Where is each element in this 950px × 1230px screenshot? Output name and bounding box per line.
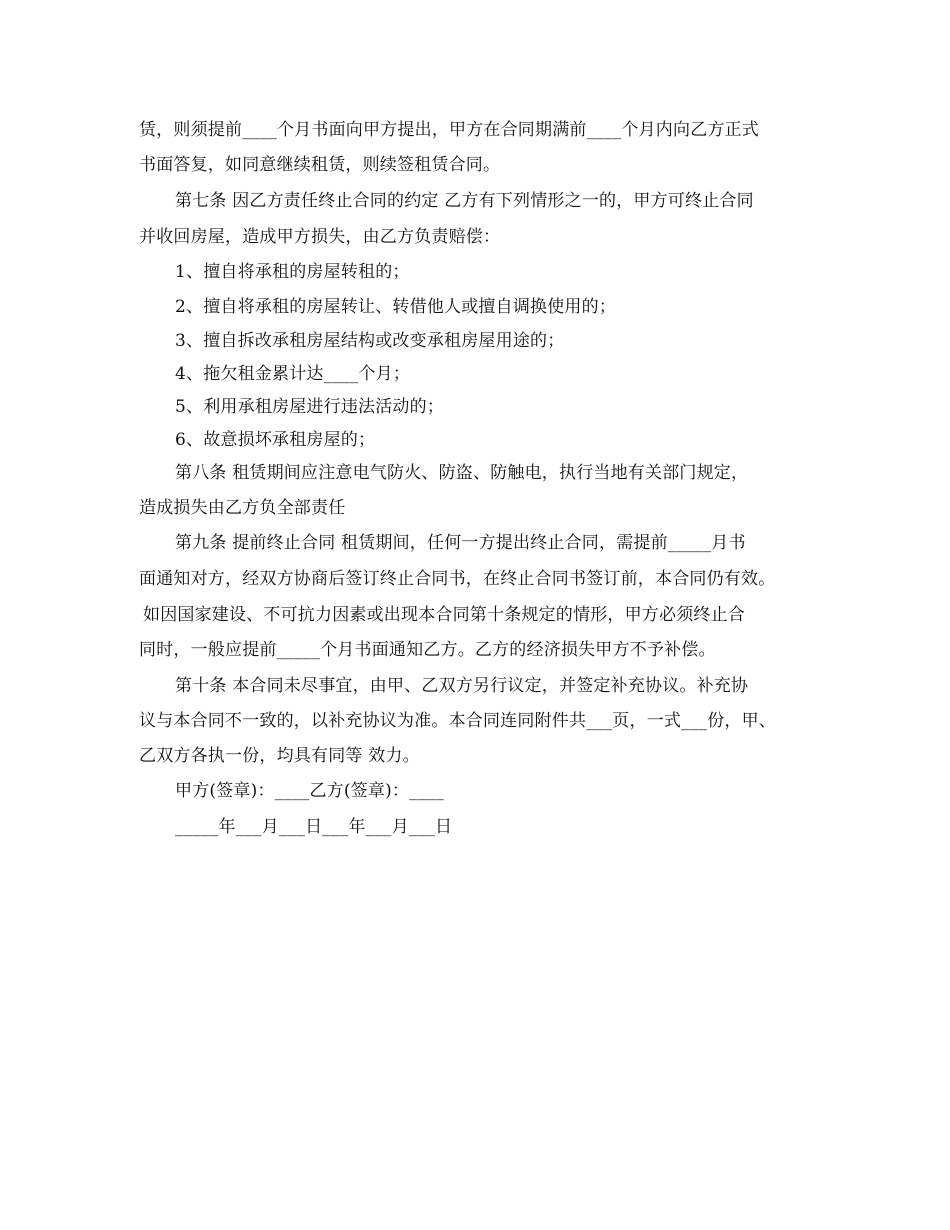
text-line: 赁，则须提前____个月书面向甲方提出，甲方在合同期满前____个月内向乙方正式 bbox=[139, 120, 759, 140]
article-9-heading: 第九条 提前终止合同 租赁期间，任何一方提出终止合同，需提前_____月书 bbox=[175, 533, 746, 553]
text-line: 造成损失由乙方负全部责任 bbox=[139, 498, 346, 518]
article-7-heading: 第七条 因乙方责任终止合同的约定 乙方有下列情形之一的，甲方可终止合同 bbox=[175, 191, 754, 211]
text-line: 面通知对方，经双方协商后签订终止合同书，在终止合同书签订前，本合同仍有效。 bbox=[139, 569, 776, 589]
signature-line: 甲方(签章)：____乙方(签章)：____ bbox=[175, 781, 444, 801]
list-item: 3、擅自拆改承租房屋结构或改变承租房屋用途的； bbox=[175, 331, 565, 351]
list-item: 5、利用承租房屋进行违法活动的； bbox=[175, 397, 445, 417]
date-line: _____年___月___日___年___月___日 bbox=[175, 817, 453, 837]
text-line: 书面答复，如同意继续租赁，则续签租赁合同。 bbox=[139, 155, 501, 175]
article-10-heading: 第十条 本合同未尽事宜，由甲、乙双方另行议定，并签定补充协议。补充协 bbox=[175, 676, 749, 696]
text-line: 乙双方各执一份，均具有同等 效力。 bbox=[139, 746, 420, 766]
list-item: 1、擅自将承租的房屋转租的； bbox=[175, 262, 410, 282]
text-line: 同时，一般应提前_____个月书面通知乙方。乙方的经济损失甲方不予补偿。 bbox=[139, 640, 716, 660]
article-8-heading: 第八条 租赁期间应注意电气防火、防盗、防触电，执行当地有关部门规定， bbox=[175, 463, 749, 483]
list-item: 6、故意损坏承租房屋的； bbox=[175, 430, 376, 450]
list-item: 4、拖欠租金累计达____个月； bbox=[175, 364, 411, 384]
text-line: 议与本合同不一致的，以补充协议为准。本合同连同附件共___页，一式___份，甲、 bbox=[139, 711, 776, 731]
list-item: 2、擅自将承租的房屋转让、转借他人或擅自调换使用的； bbox=[175, 297, 617, 317]
text-line: 如因国家建设、不可抗力因素或出现本合同第十条规定的情形，甲方必须终止合 bbox=[143, 605, 745, 625]
text-line: 并收回房屋，造成甲方损失，由乙方负责赔偿： bbox=[139, 227, 501, 247]
